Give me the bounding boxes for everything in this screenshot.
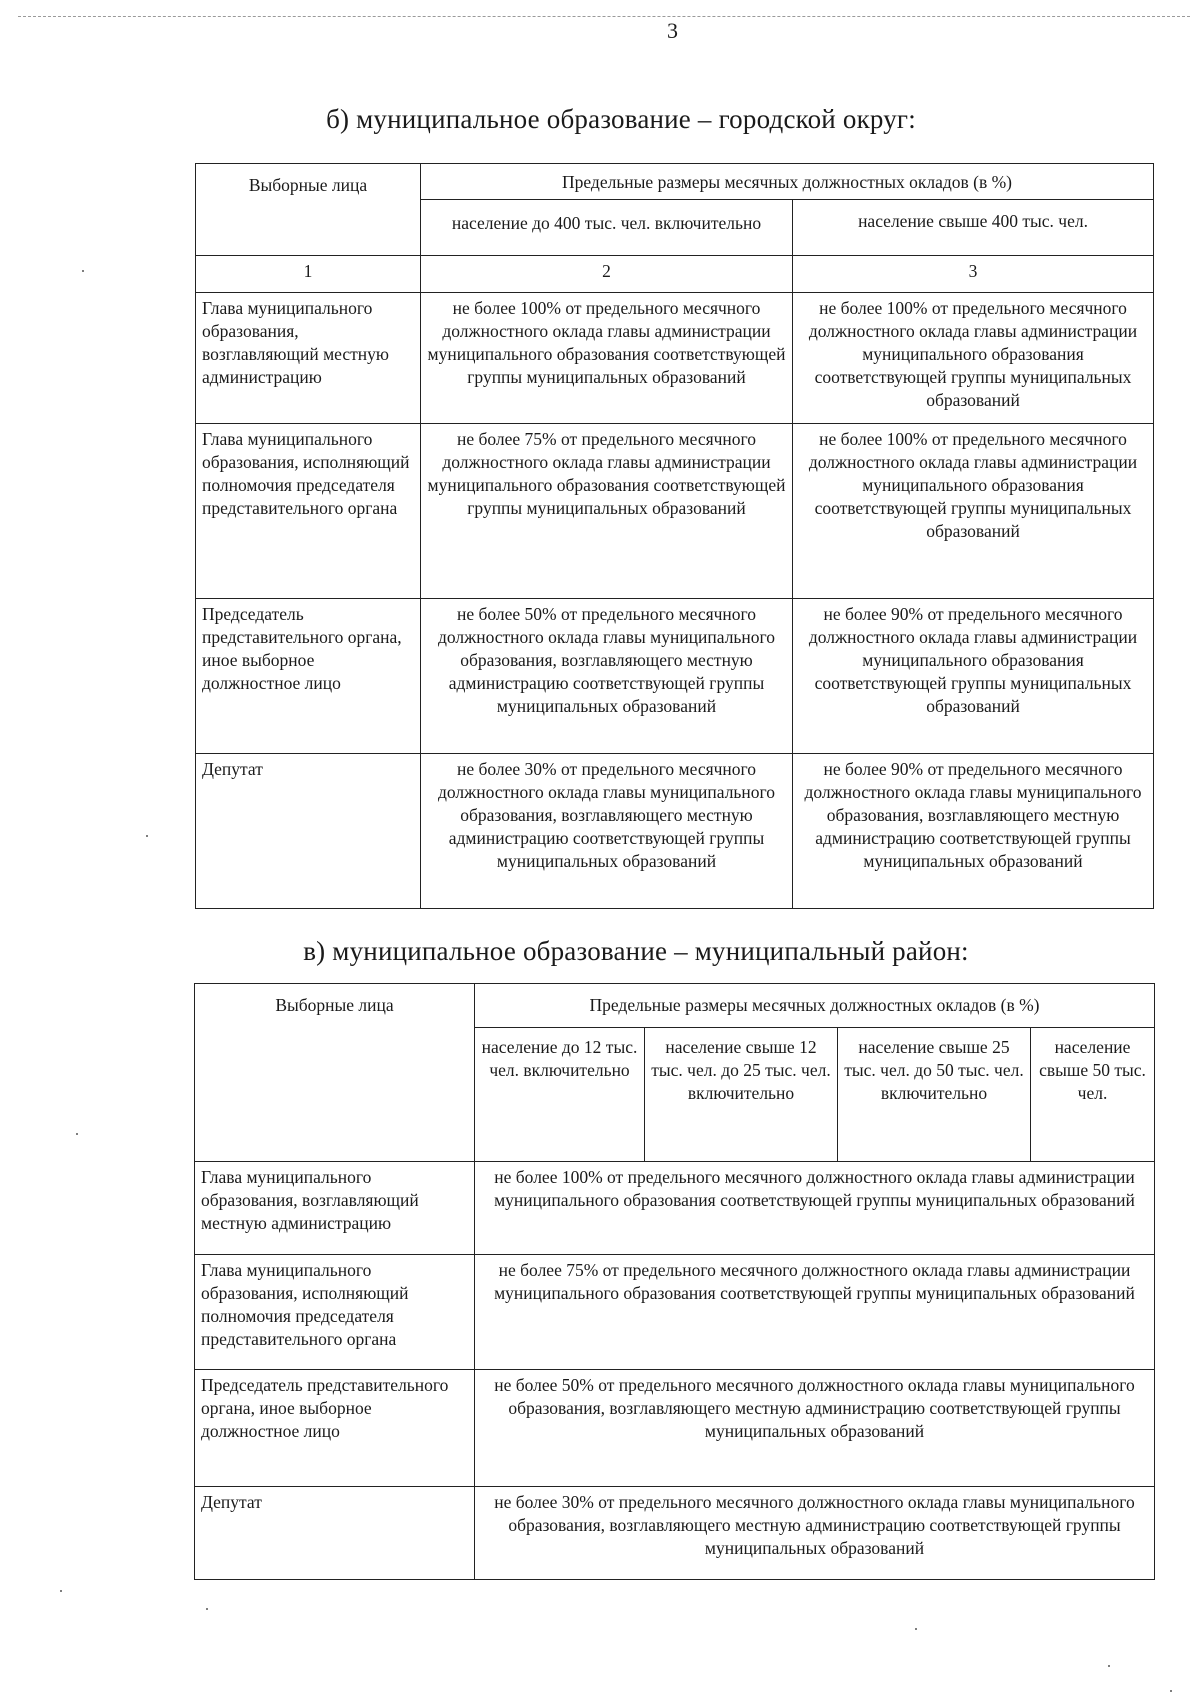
row-position: Председатель представительного органа, иное выборное должностное лицо [195, 1370, 475, 1487]
table-header-row [195, 984, 1155, 1028]
header-salary-limits: Предельные размеры месячных должностных окладов (в %) [475, 984, 1155, 1028]
page-number: 3 [667, 18, 678, 43]
scan-top-border [18, 16, 1190, 17]
row-position: Глава муниципального образования, исполняющий полномочия председателя представительного органа [196, 424, 421, 599]
row-position: Депутат [196, 754, 421, 909]
column-number-row [196, 256, 1154, 293]
row-limit-col2: не более 50% от предельного месячного должностного оклада главы муниципального образования, возглавляющего местную администрацию соответствующей группы муниципальных образований [421, 599, 793, 754]
table-row [196, 754, 1154, 909]
table-municipal-district [194, 983, 1155, 1580]
table-header-row [196, 164, 1154, 200]
header-pop-over-50k: население свыше 50 тыс. чел. [1031, 1028, 1155, 1162]
table-row [196, 424, 1154, 599]
header-pop-over-400k: население свыше 400 тыс. чел. [793, 200, 1154, 256]
scan-speck [82, 270, 84, 272]
header-elected-officials: Выборные лица [196, 164, 421, 256]
scan-speck [915, 1628, 917, 1630]
scan-speck [206, 1608, 208, 1610]
section-c-heading: в) муниципальное образование – муниципальный район: [303, 936, 969, 966]
table-row [195, 1487, 1155, 1580]
row-position: Председатель представительного органа, иное выборное должностное лицо [196, 599, 421, 754]
section-b-heading: б) муниципальное образование – городской округ: [326, 104, 916, 134]
row-limit-col3: не более 90% от предельного месячного должностного оклада главы муниципального образования, возглавляющего местную администрацию соответствующей группы муниципальных образований [793, 754, 1154, 909]
row-position: Депутат [195, 1487, 475, 1580]
row-position: Глава муниципального образования, возглавляющий местную администрацию [195, 1162, 475, 1255]
scan-speck [1170, 1690, 1172, 1692]
table-row [196, 293, 1154, 424]
row-limit: не более 100% от предельного месячного должностного оклада главы администрации муниципального образования соответствующей группы муниципальных образований [475, 1162, 1155, 1255]
row-limit: не более 50% от предельного месячного должностного оклада главы муниципального образования, возглавляющего местную администрацию соответствующей группы муниципальных образований [475, 1370, 1155, 1487]
row-limit-col3: не более 90% от предельного месячного должностного оклада главы администрации муниципального образования соответствующей группы муниципальных образований [793, 599, 1154, 754]
row-limit: не более 75% от предельного месячного должностного оклада главы администрации муниципального образования соответствующей группы муниципальных образований [475, 1255, 1155, 1370]
header-salary-limits: Предельные размеры месячных должностных окладов (в %) [421, 164, 1154, 200]
table-row [195, 1255, 1155, 1370]
row-limit-col3: не более 100% от предельного месячного должностного оклада главы администрации муниципального образования соответствующей группы муниципальных образований [793, 293, 1154, 424]
row-position: Глава муниципального образования, исполняющий полномочия председателя представительного органа [195, 1255, 475, 1370]
header-pop-up-to-12k: население до 12 тыс. чел. включительно [475, 1028, 645, 1162]
header-pop-25k-50k: население свыше 25 тыс. чел. до 50 тыс. чел. включительно [838, 1028, 1031, 1162]
row-limit-col2: не более 100% от предельного месячного должностного оклада главы администрации муниципального образования соответствующей группы муниципальных образований [421, 293, 793, 424]
column-number-3: 3 [793, 256, 1154, 293]
row-limit-col2: не более 30% от предельного месячного должностного оклада главы муниципального образования, возглавляющего местную администрацию соответствующей группы муниципальных образований [421, 754, 793, 909]
table-row [196, 599, 1154, 754]
scan-speck [76, 1133, 78, 1135]
header-elected-officials: Выборные лица [195, 984, 475, 1162]
row-limit-col2: не более 75% от предельного месячного должностного оклада главы администрации муниципального образования соответствующей группы муниципальных образований [421, 424, 793, 599]
table-row [195, 1370, 1155, 1487]
table-row [195, 1162, 1155, 1255]
row-limit: не более 30% от предельного месячного должностного оклада главы муниципального образования, возглавляющего местную администрацию соответствующей группы муниципальных образований [475, 1487, 1155, 1580]
table-urban-district [195, 163, 1154, 909]
column-number-2: 2 [421, 256, 793, 293]
column-number-1: 1 [196, 256, 421, 293]
header-pop-12k-25k: население свыше 12 тыс. чел. до 25 тыс. чел. включительно [645, 1028, 838, 1162]
header-pop-up-to-400k: население до 400 тыс. чел. включительно [421, 200, 793, 256]
scan-speck [1108, 1665, 1110, 1667]
row-position: Глава муниципального образования, возглавляющий местную администрацию [196, 293, 421, 424]
row-limit-col3: не более 100% от предельного месячного должностного оклада главы администрации муниципального образования соответствующей группы муниципальных образований [793, 424, 1154, 599]
scan-speck [60, 1590, 62, 1592]
scan-speck [146, 835, 148, 837]
